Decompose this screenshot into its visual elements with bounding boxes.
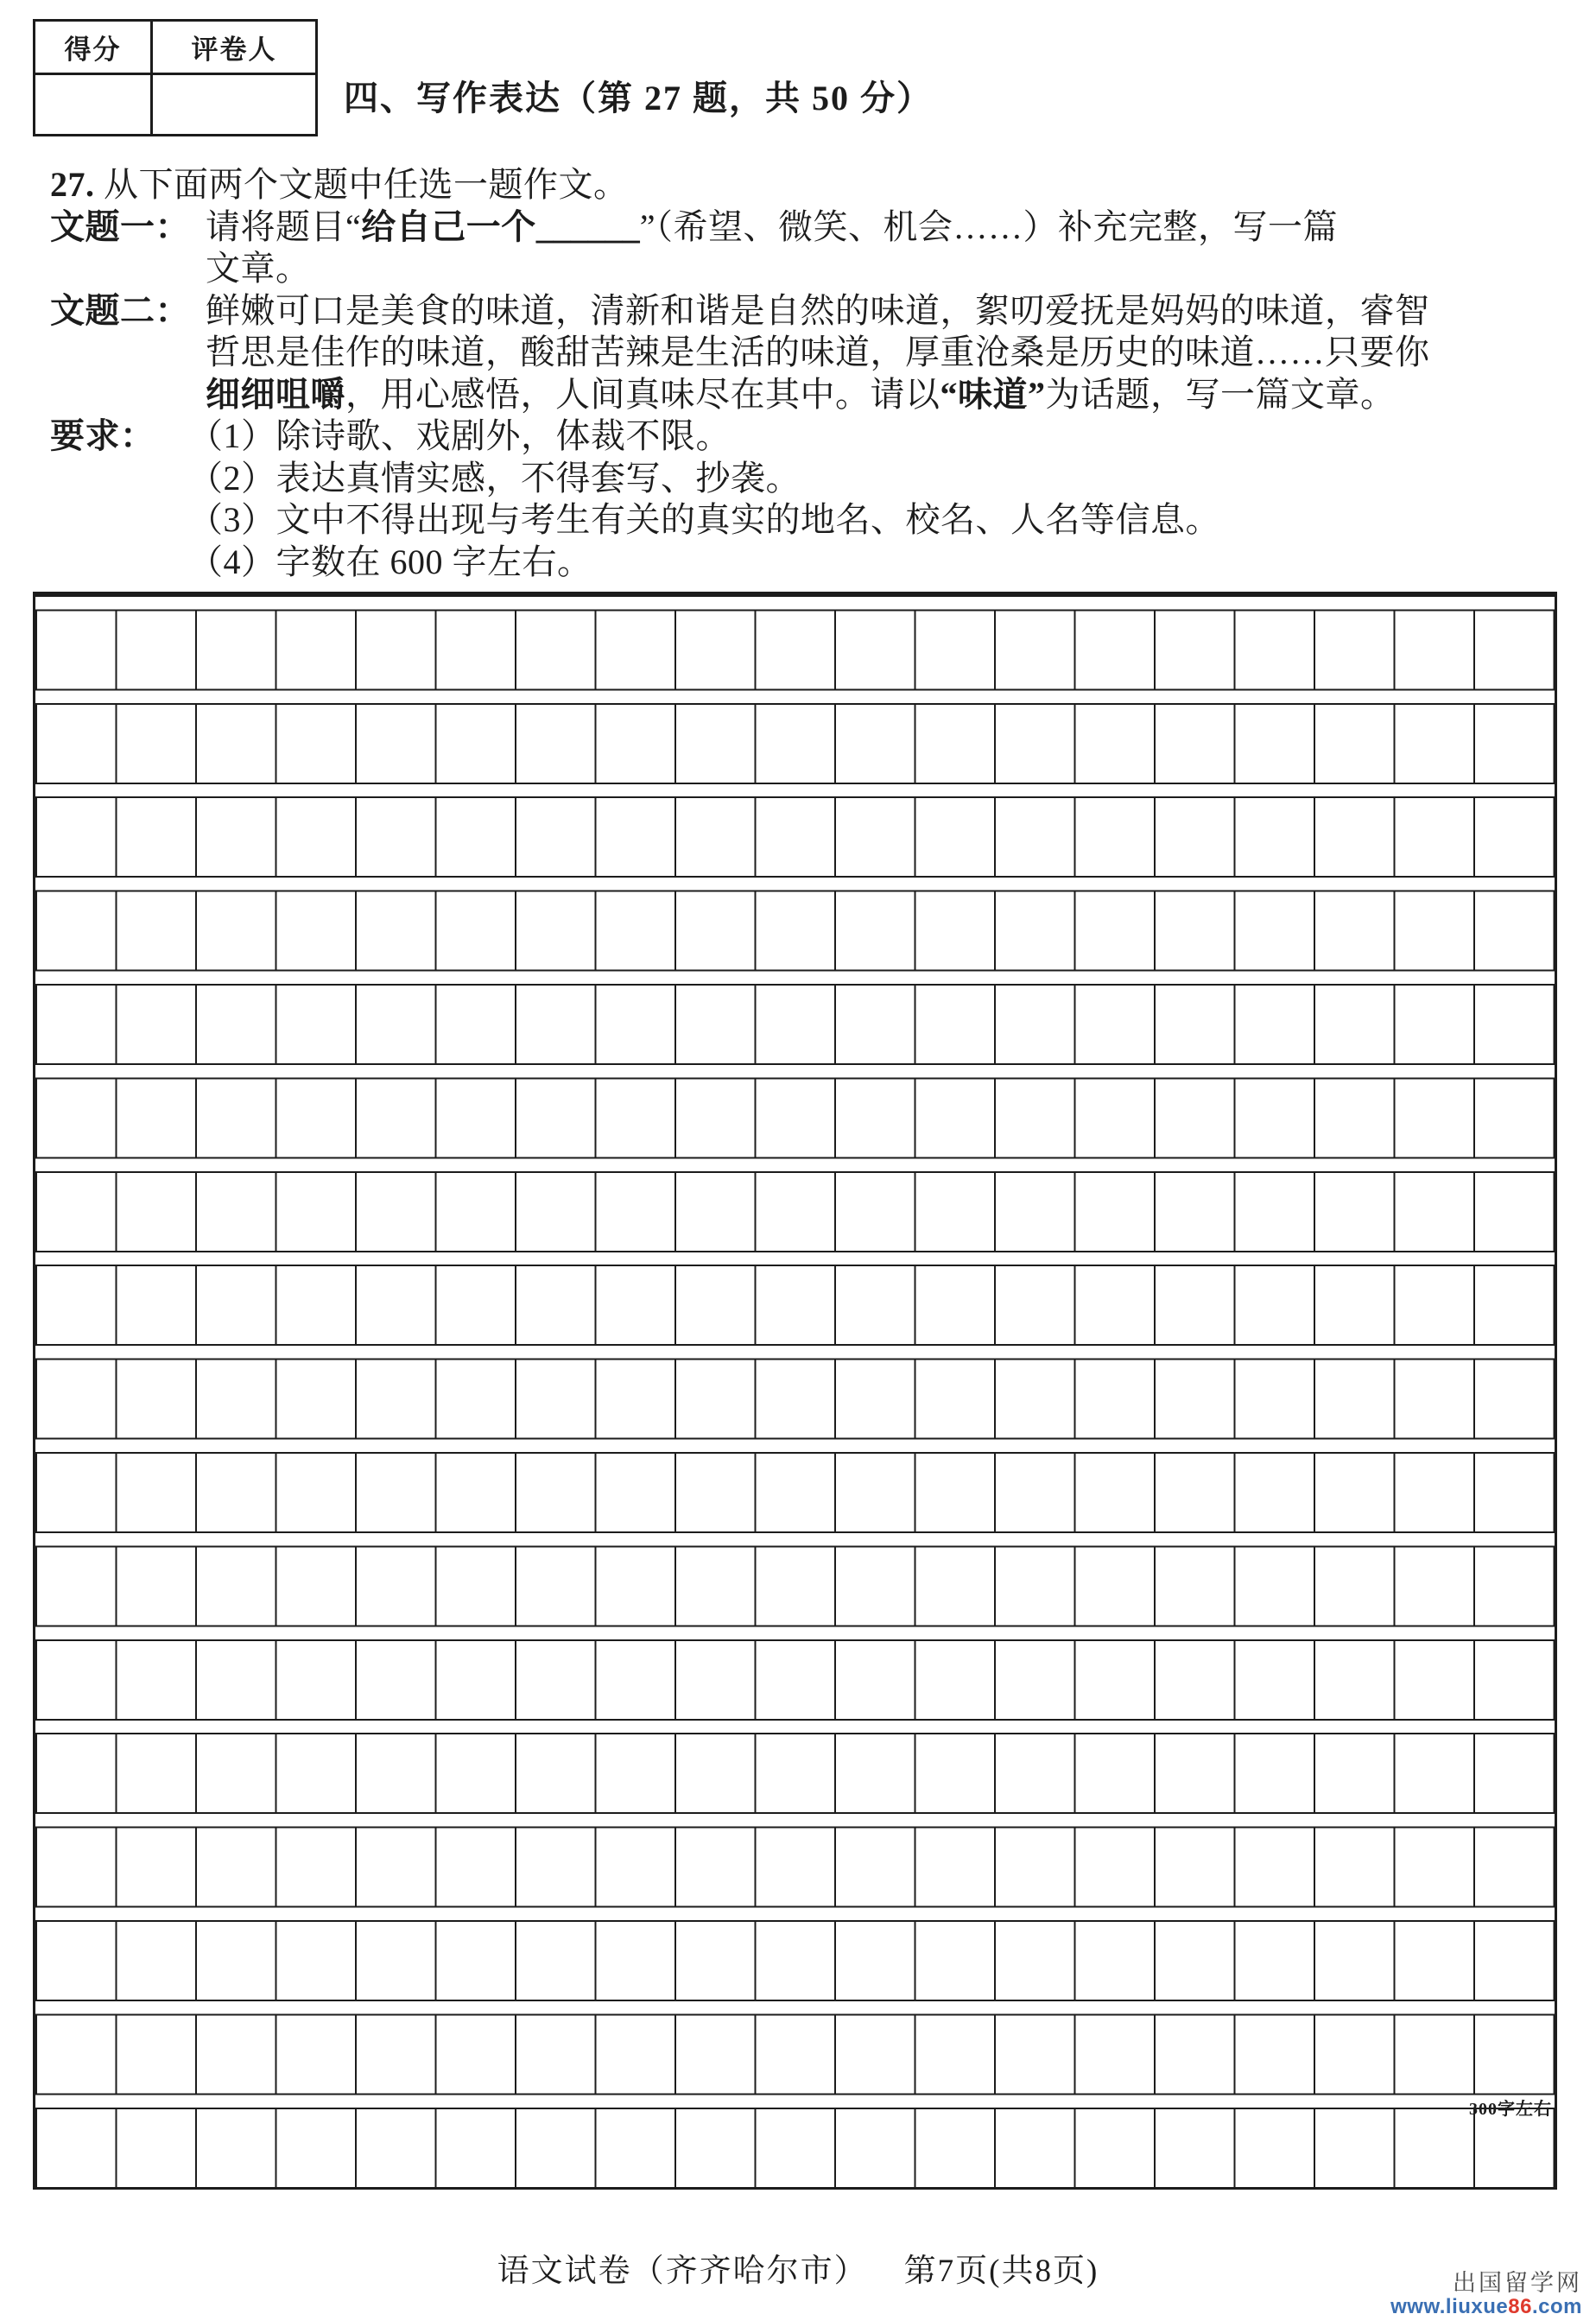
requirement-item: （2）表达真情实感，不得套写、抄袭。 [188,458,801,498]
requirement-item: （4）字数在 600 字左右。 [188,542,592,581]
requirements-list [188,415,1560,583]
topic1-pre: 请将题目“ [206,206,362,246]
watermark-site-name: 出国留学网 [1453,2270,1582,2296]
topic2-row [50,290,1560,416]
watermark-url-prefix: www.liuxue [1390,2295,1509,2314]
page-footer [0,2244,1596,2291]
watermark-url [1390,2296,1582,2314]
topic2-line3-end: 为话题，写一篇文章。 [1045,374,1396,414]
requirement-item: （1）除诗歌、戏剧外，体裁不限。 [188,416,731,455]
requirements-label: 要求： [50,416,155,455]
requirement-item: （3）文中不得出现与考生有关的真实的地名、校名、人名等信息。 [188,500,1220,539]
score-table [33,19,318,136]
topic1-label: 文题一： [50,206,190,246]
footer-paper-title: 语文试卷（齐齐哈尔市） [497,2254,868,2289]
watermark [1390,2271,1582,2314]
watermark-url-number: 86 [1508,2295,1532,2314]
topic2-line2: 哲思是佳作的味道，酸甜苦辣是生活的味道，厚重沧桑是历史的味道……只要你 [206,333,1430,371]
topic2-content [206,290,1560,416]
score-label: 得分 [35,22,153,75]
topic1-content [206,206,1560,290]
score-value-cell [35,75,153,134]
question-number: 27. [50,165,95,204]
topic2-line1: 鲜嫩可口是美食的味道，清新和谐是自然的味道，絮叨爱抚是妈妈的味道，睿智 [206,290,1430,330]
topic2-label: 文题二： [50,290,190,330]
topic1-post: ”（希望、微笑、机会……）补充完整，写一篇 [639,206,1339,246]
grader-label: 评卷人 [153,22,315,75]
topic1-blank-line: ______ [535,206,640,246]
topic2-chew-bold: 细细咀嚼 [206,374,345,414]
question-intro-line [50,164,1560,206]
topic2-topic-bold: “味道” [940,374,1046,414]
section-title: 四、写作表达（第 27 题，共 50 分） [344,79,933,117]
topic1-row [50,206,1560,290]
watermark-url-suffix: .com [1531,2295,1582,2314]
footer-page-number: 第7页(共8页) [903,2254,1099,2289]
topic2-line3 [206,374,1560,416]
requirements-row [50,415,1560,583]
composition-grid [33,592,1557,2190]
word-count-marker: 300字左右 [1469,2100,1552,2119]
question-block [50,164,1560,583]
topic2-line3-mid: ，用心感悟，人间真味尽在其中。请以 [345,374,940,414]
topic1-line1 [206,206,1560,249]
grader-value-cell [153,75,315,134]
topic1-line2: 文章。 [206,249,311,288]
topic1-title: 给自己一个 [361,206,536,246]
question-intro: 从下面两个文题中任选一题作文。 [104,165,629,204]
